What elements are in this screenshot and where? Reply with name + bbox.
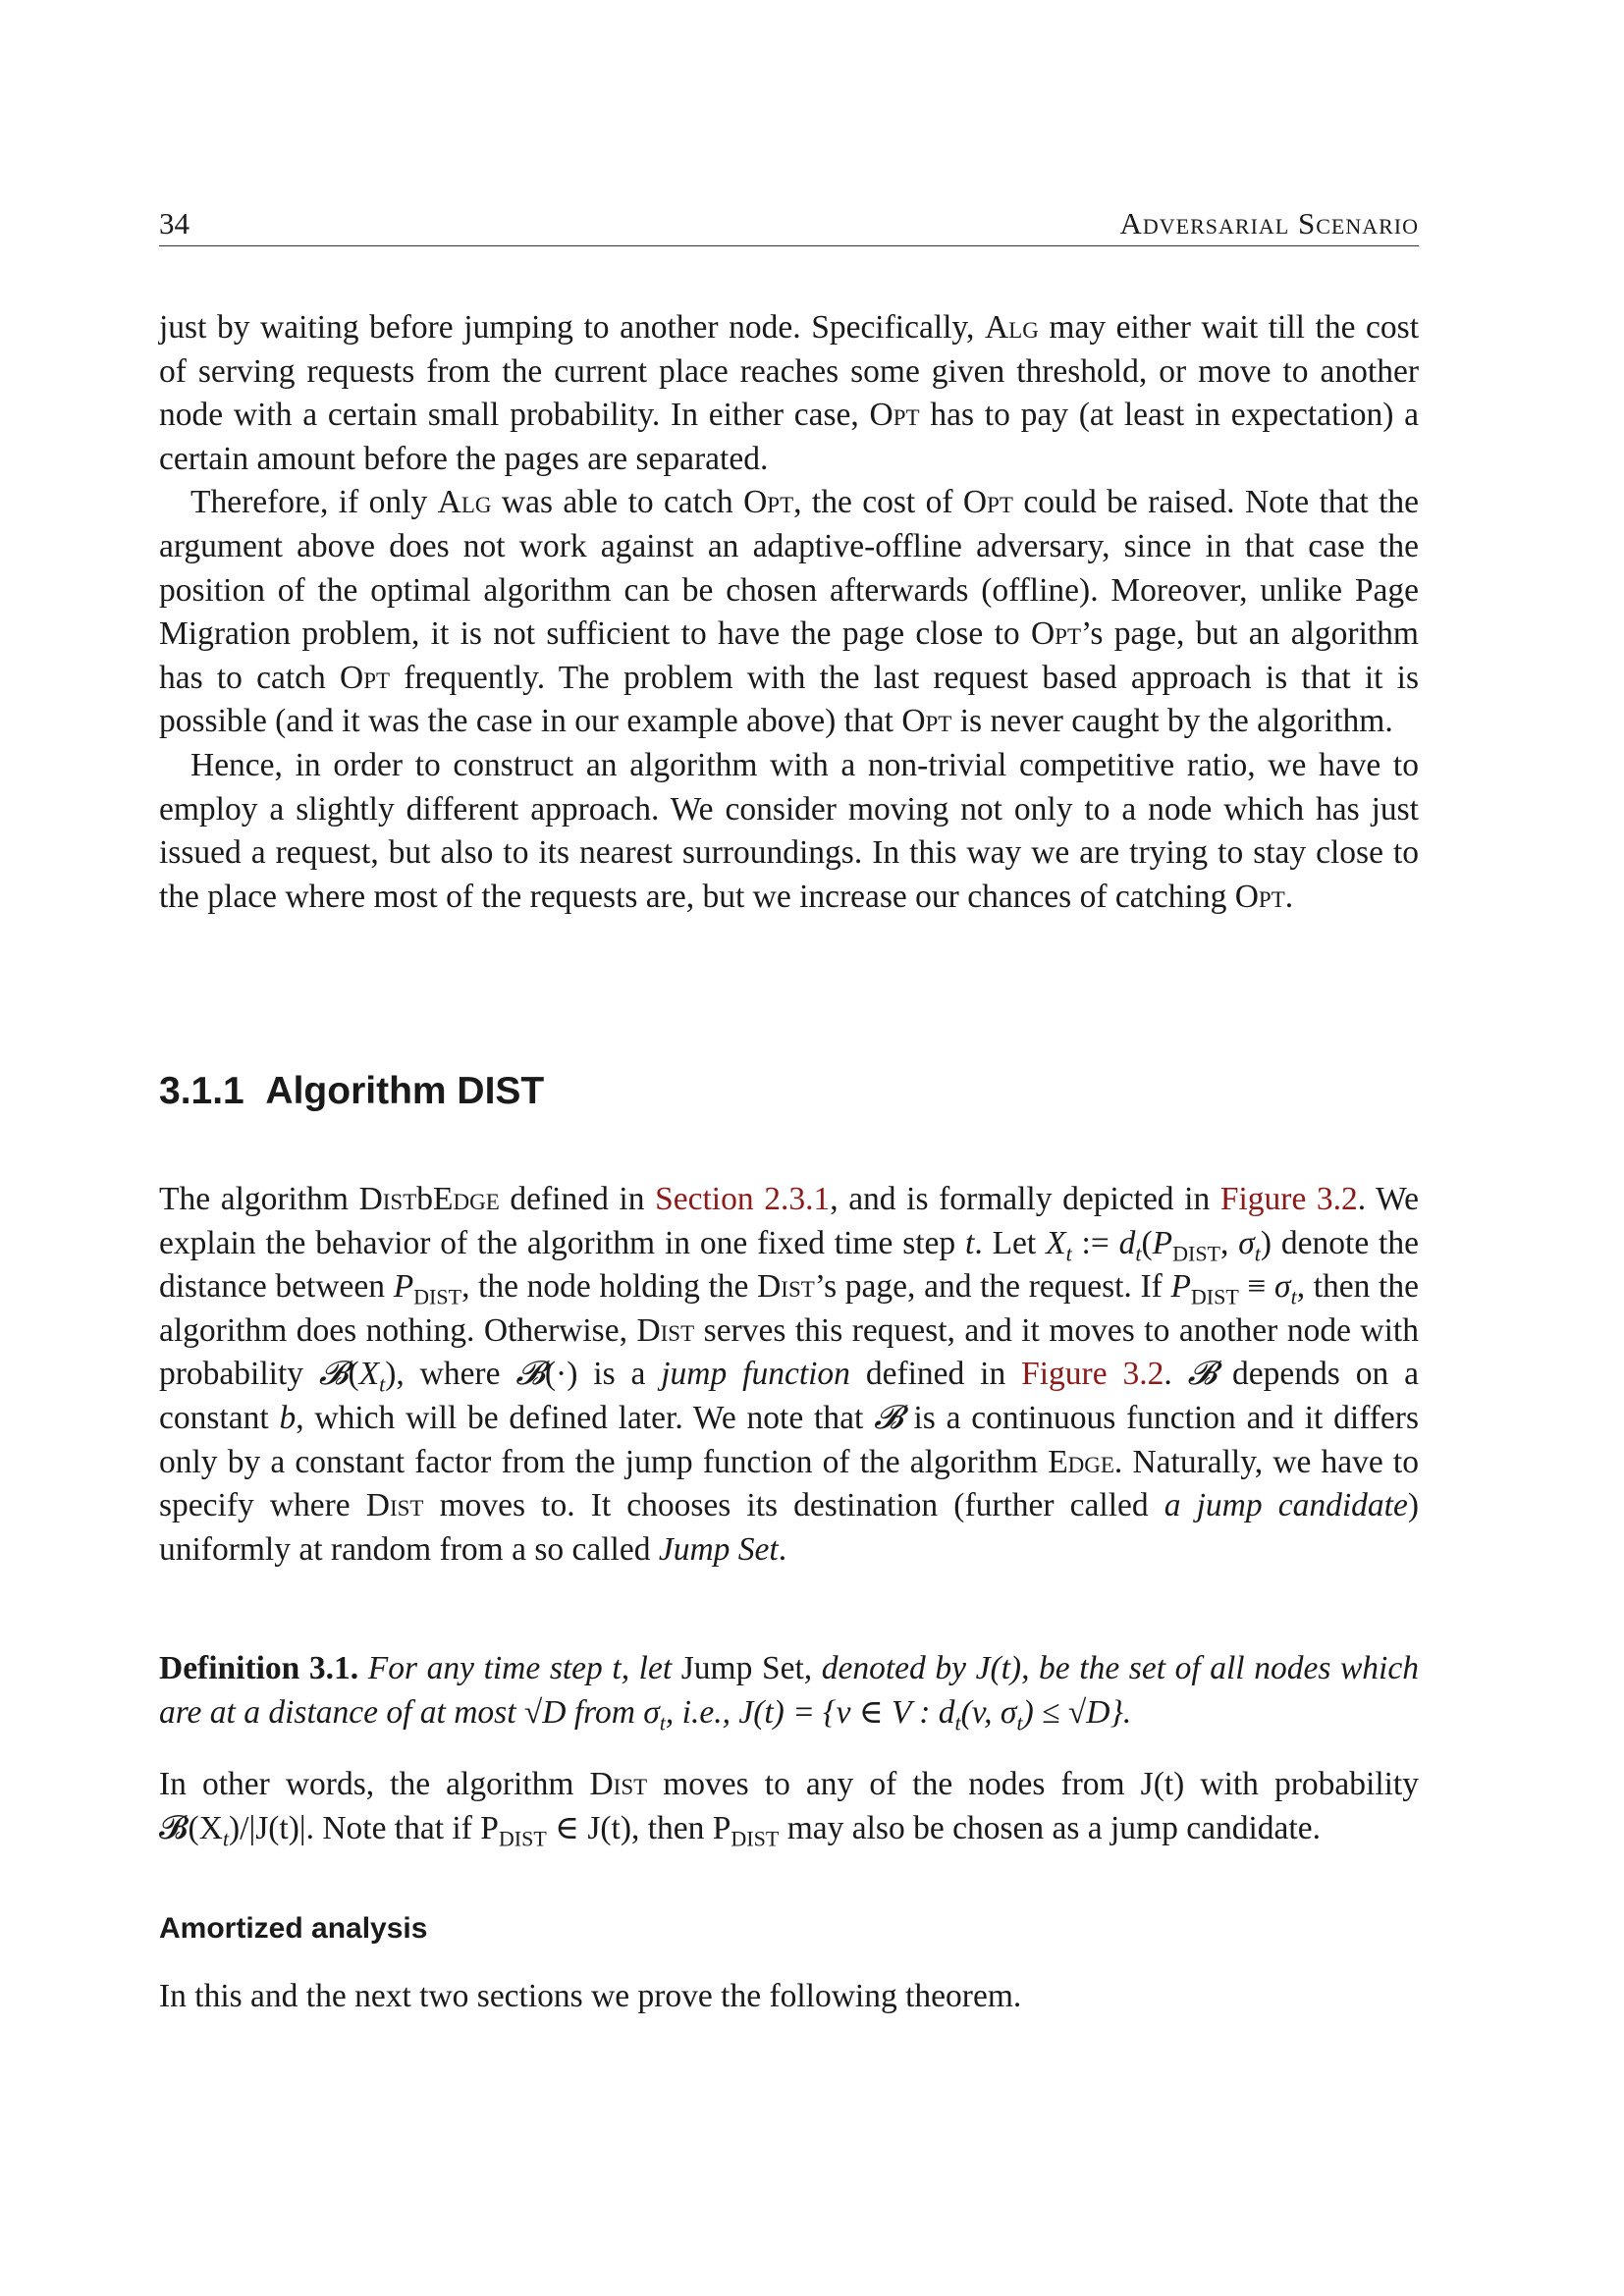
paragraph-6: In this and the next two sections we prove the following theorem.	[159, 1978, 1022, 2014]
theorem-intro	[159, 1975, 1419, 2019]
intro-text	[159, 306, 1419, 919]
paragraph-2: Therefore, if only Alg was able to catch Opt, the cost of Opt could be raised. Note that the argument above does not work against an adaptive-offline adversary, since in that case the position of the optimal algorithm can be chosen afterwards (offline). Moreover, unlike Page Migration problem, it is not sufficient to have the page close to Opt’s page, but an algorithm has to catch Opt frequently. The problem with the last request based approach is that it is possible (and it was the case in our example above) that Opt is never caught by the algorithm.	[159, 484, 1420, 740]
section-link[interactable]: Section 2.3.1	[655, 1181, 831, 1217]
paragraph-4: The algorithm DistbEdge defined in Section 2.3.1, and is formally depicted in Figure 3.2. We explain the behavior of the algorithm in one fixed time step t. Let $X_t$ := $d_t(P_{DIST}$, $\sigma_t$) denote the distance between $P_{DIST}$, the node holding the Dist’s page, and the request. If $P_{DIST} \equiv \sigma_t$, then the algorithm does nothing. Otherwise, Dist serves this request, and it moves to another node with probability $𝓑(X_t)$, where 𝓑(·) is a jump function defined in Figure 3.2. 𝓑 depends on a constant b, which will be defined later. We note that 𝓑 is a continuous function and it differs only by a constant factor from the jump function of the algorithm Edge. Naturally, we have to specify where Dist moves to. It chooses its destination (further called a jump candidate) uniformly at random from a so called Jump Set.	[159, 1181, 1419, 1568]
paragraph-3: Hence, in order to construct an algorithm with a non-trivial competitive ratio, we have to employ a slightly different approach. We consider moving not only to a node which has just issued a request, but also to its nearest surroundings. In this way we are trying to stay close to the place where most of the requests are, but we increase our chances of catching Opt.	[159, 746, 1419, 915]
paragraph-5: In other words, the algorithm Dist moves to any of the nodes from J(t) with probability $𝓑(X_t)/|J(t)|$. Note that if $P_{DIST}$ ∈ J(t), then $P_{DIST}$ may also be chosen as a jump candidate.	[159, 1766, 1419, 1851]
page-header	[159, 202, 1419, 246]
running-head: Adversarial Scenario	[1119, 206, 1419, 240]
jump-set-explanation	[159, 1763, 1419, 1850]
algorithm-description	[159, 1178, 1419, 1572]
figure-link[interactable]: Figure 3.2	[1219, 1181, 1358, 1217]
paragraph-1: just by waiting before jumping to another node. Specifically, Alg may either wait till the cost of serving requests from the current place reaches some given threshold, or move to another node with a certain small probability. In either case, Opt has to pay (at least in expectation) a certain amount before the pages are separated.	[159, 309, 1419, 477]
definition-label: Definition 3.1.	[159, 1650, 359, 1686]
section-heading: 3.1.1 Algorithm DIST	[159, 1070, 545, 1112]
page-number: 34	[159, 206, 189, 240]
figure-link[interactable]: Figure 3.2	[1021, 1356, 1164, 1393]
amortized-analysis-heading: Amortized analysis	[159, 1912, 428, 1945]
definition-3-1: Definition 3.1. For any time step t, let Jump Set, denoted by J(t), be the set of all nodes which are at a distance of at most √D from $\sigma_t$, i.e., J(t) = {v ∈ V : $d_t(v$, $\sigma_t) \le √D$}.	[159, 1650, 1419, 1735]
